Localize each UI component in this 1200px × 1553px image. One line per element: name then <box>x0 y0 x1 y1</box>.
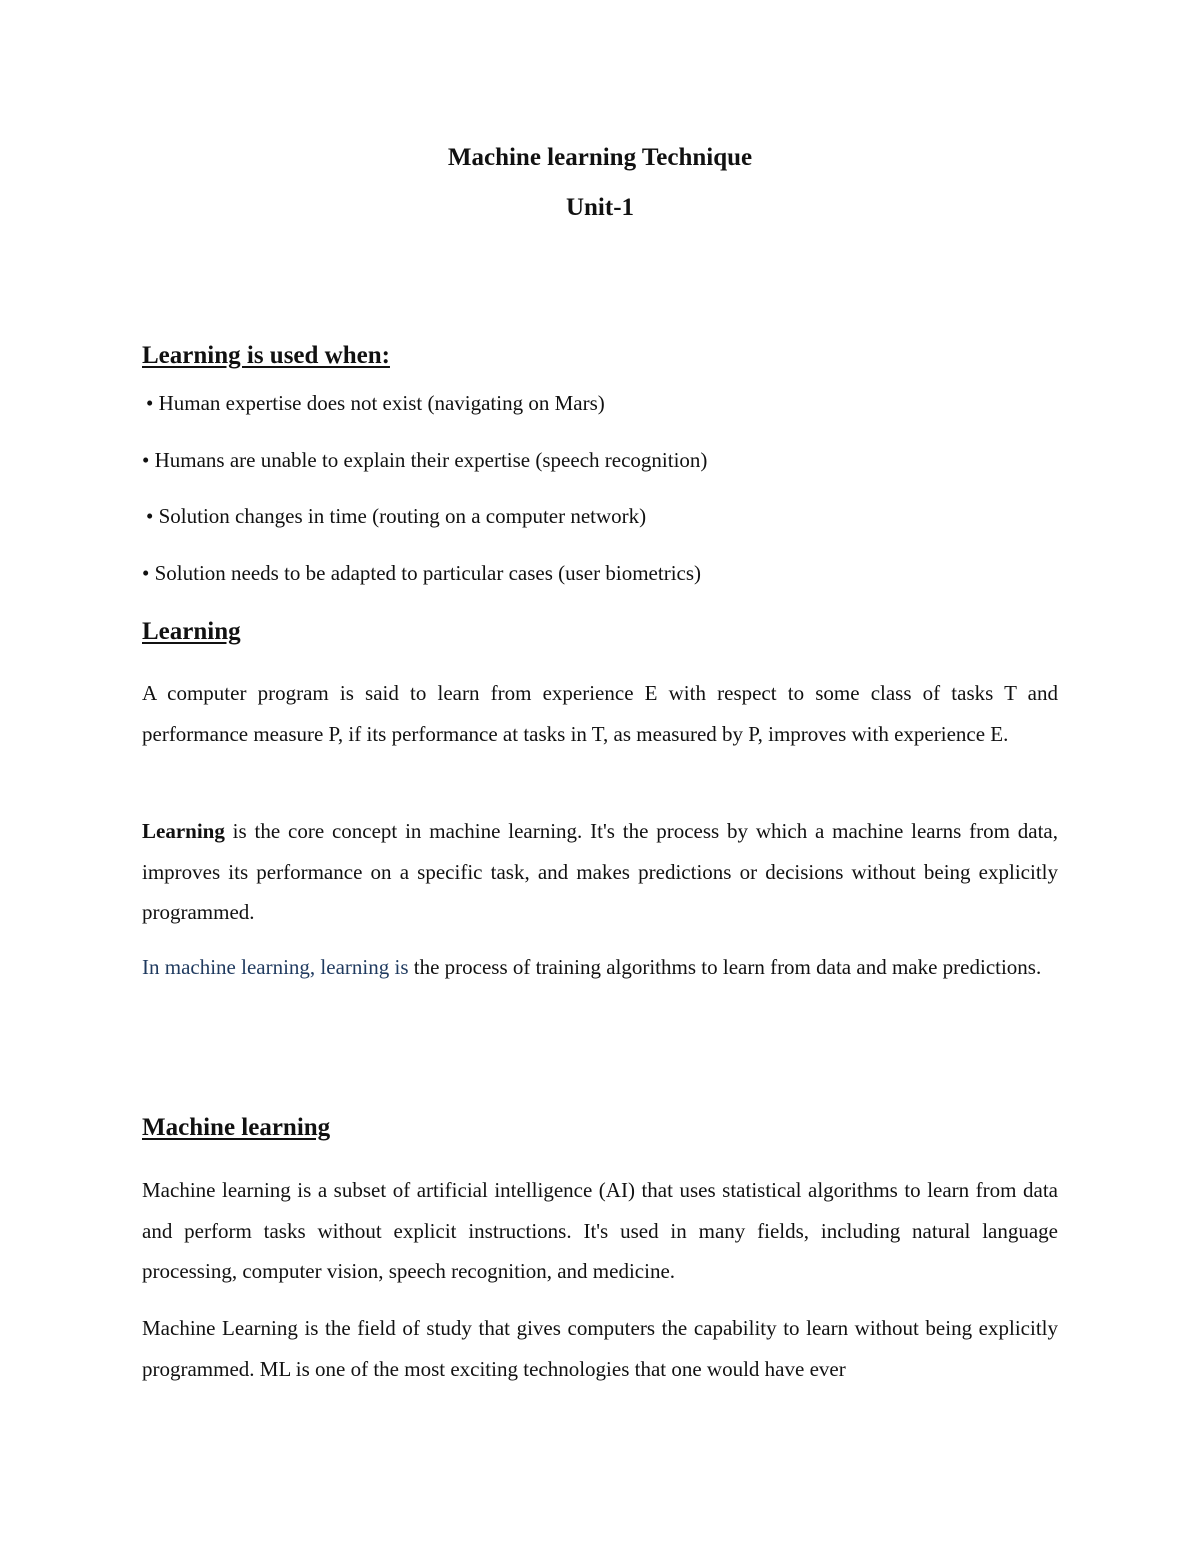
paragraph-learning-concept <box>142 811 1058 933</box>
heading-machine-learning: Machine learning <box>142 1114 331 1141</box>
bold-term-learning: Learning <box>142 819 225 843</box>
paragraph-learning-training <box>142 947 1058 988</box>
bullet-item: • Solution changes in time (routing on a computer network) <box>146 504 647 528</box>
paragraph-learning-definition: A computer program is said to learn from experience E with respect to some class of tasks T and performance measure P, if its performance at tasks in T, as measured by P, improves with experience E. <box>142 681 1058 746</box>
highlighted-text: In machine learning, learning is <box>142 955 409 979</box>
bullet-item: • Solution needs to be adapted to particular cases (user biometrics) <box>142 561 702 585</box>
paragraph-text: is the core concept in machine learning. It's the process by which a machine learns from data, improves its performance on a specific task, and makes predictions or decisions without being explicitly programmed. <box>142 819 1058 924</box>
heading-learning-used-when: Learning is used when: <box>142 342 390 369</box>
paragraph-ml-field: Machine Learning is the field of study that gives computers the capability to learn without being explicitly programmed. ML is one of the most exciting technologies that one would have ever <box>142 1316 1058 1381</box>
bullet-item: • Humans are unable to explain their expertise (speech recognition) <box>142 448 708 472</box>
heading-learning: Learning <box>142 618 241 645</box>
paragraph-text: the process of training algorithms to learn from data and make predictions. <box>408 955 1042 979</box>
paragraph-ml-subset: Machine learning is a subset of artificial intelligence (AI) that uses statistical algorithms to learn from data and perform tasks without explicit instructions. It's used in many fields, including natural language processing, computer vision, speech recognition, and medicine. <box>142 1178 1058 1283</box>
document-subtitle: Unit-1 <box>565 194 635 221</box>
bullet-item: • Human expertise does not exist (navigating on Mars) <box>146 391 605 415</box>
document-title: Machine learning Technique <box>447 144 753 171</box>
